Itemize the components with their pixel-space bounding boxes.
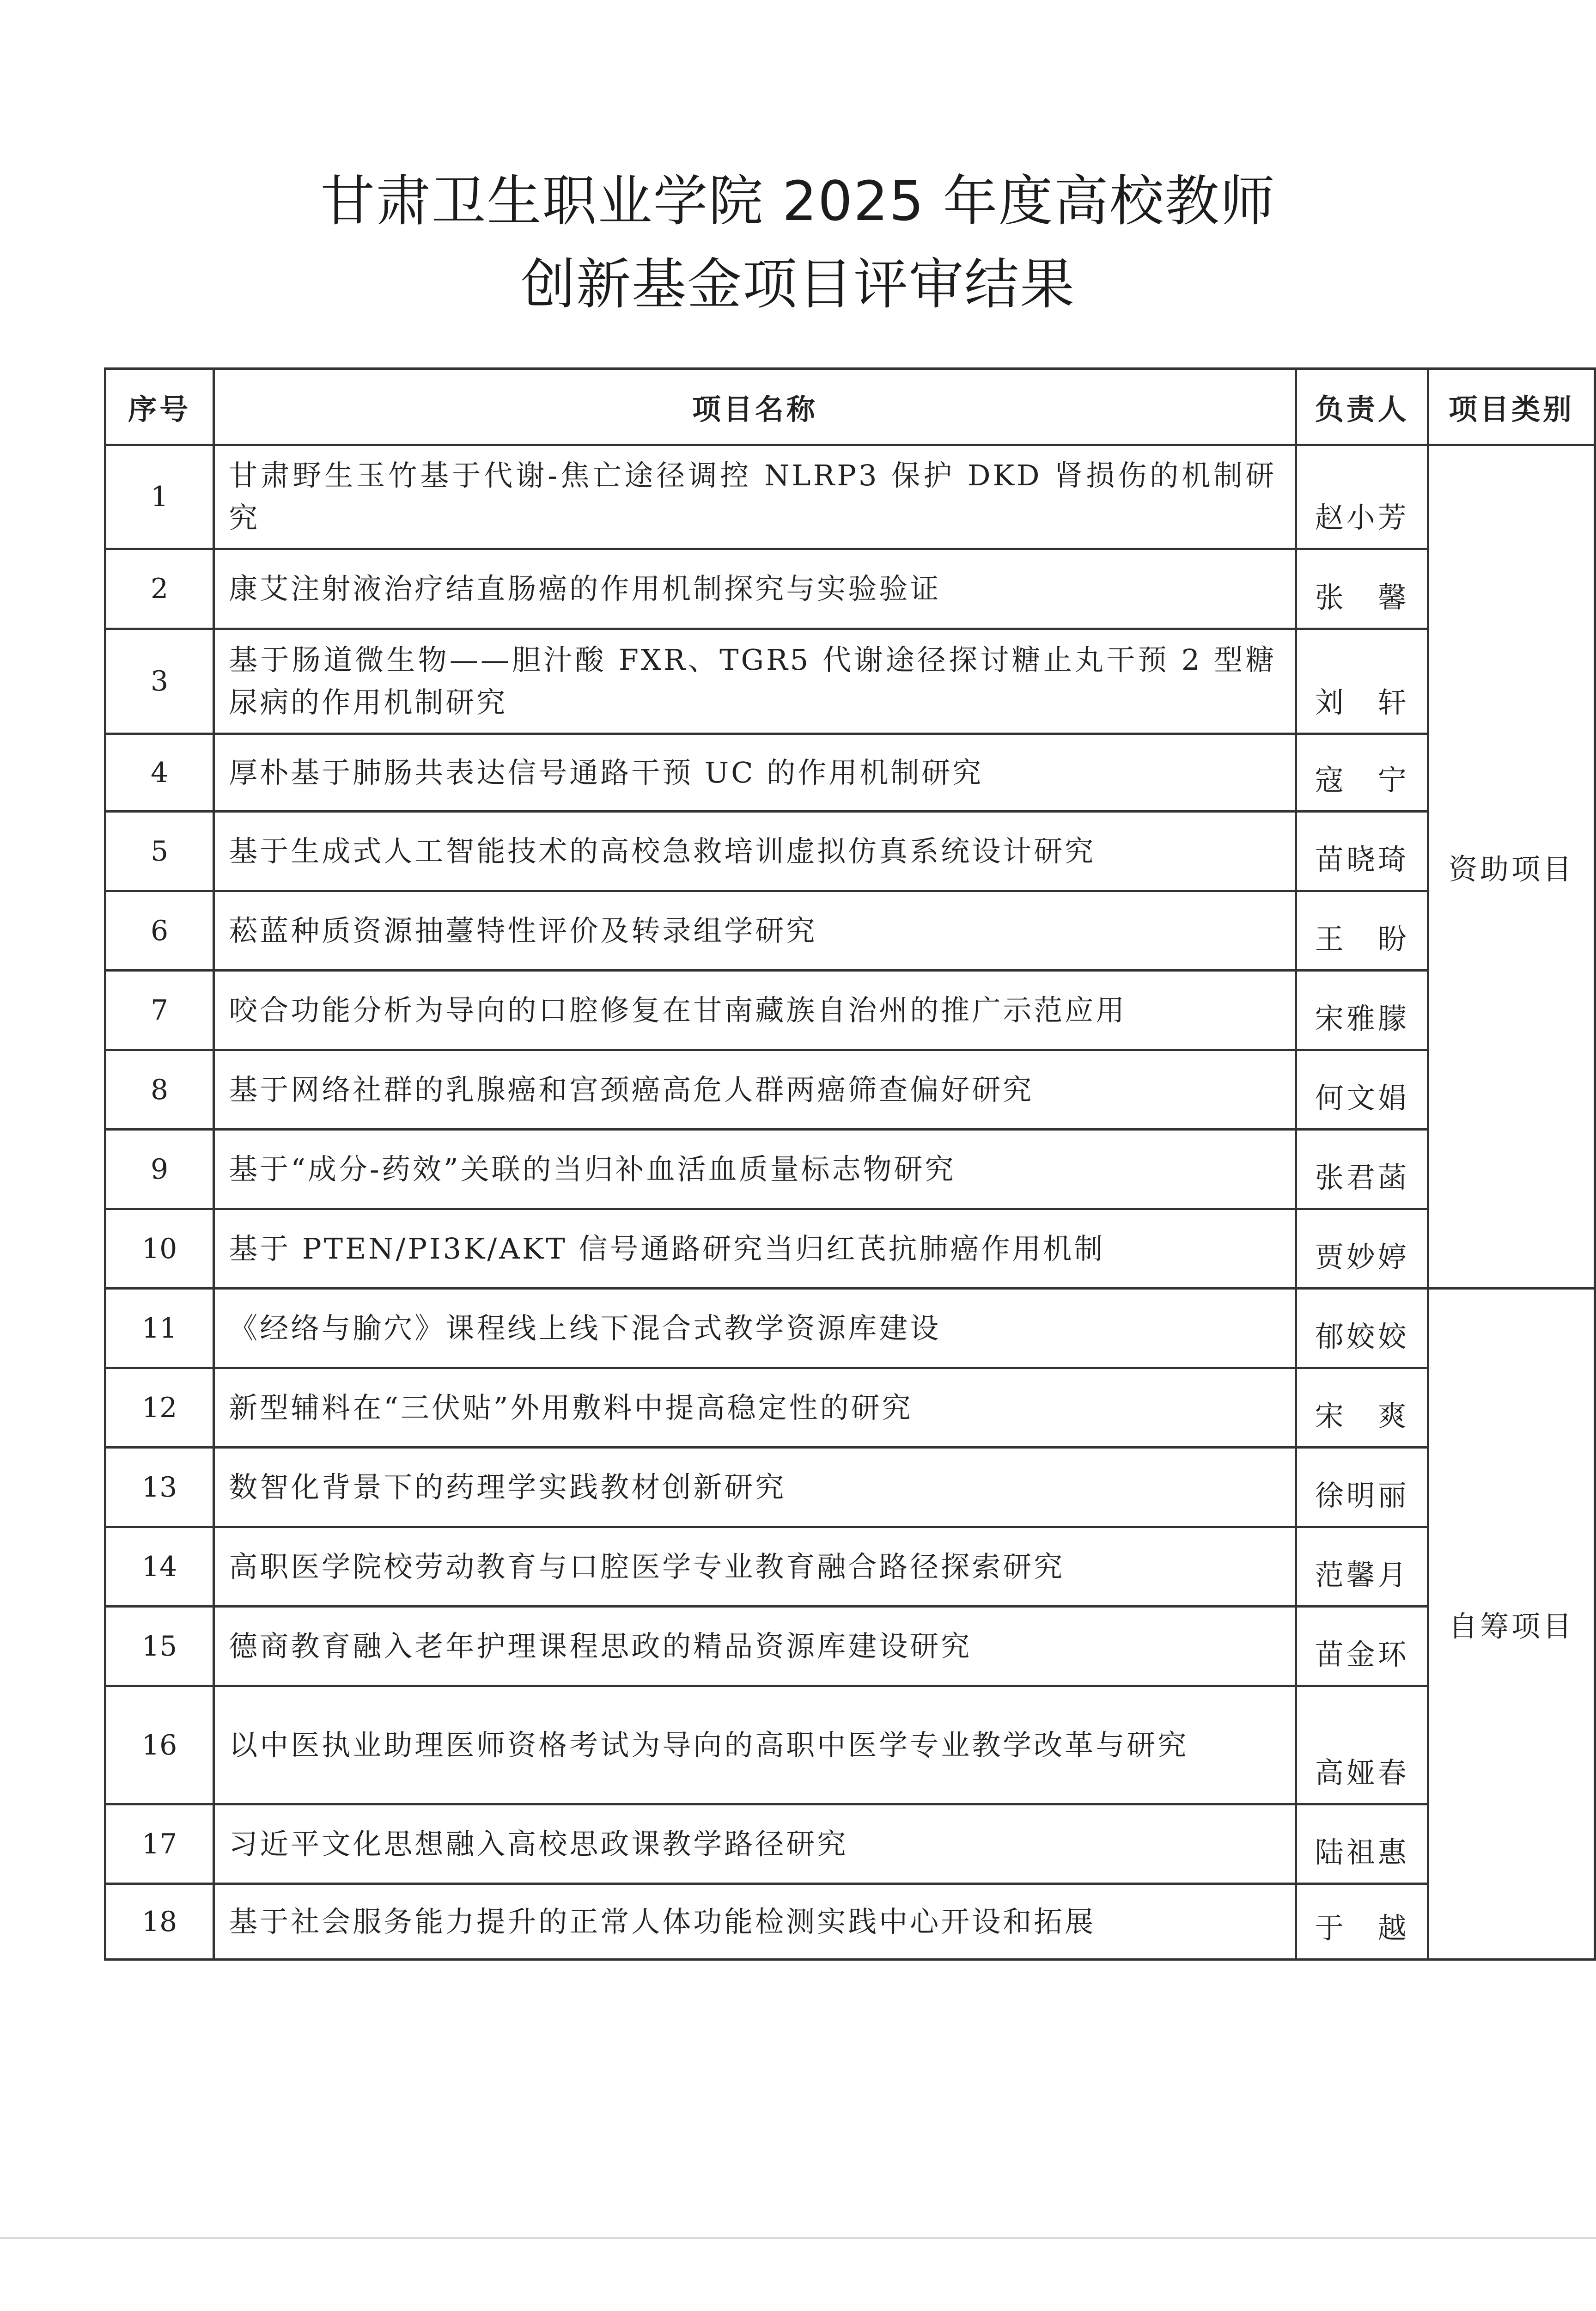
table-row [105,1289,1595,1368]
row-no: 10 [105,1209,214,1289]
row-project-name: 基于肠道微生物——胆汁酸 FXR、TGR5 代谢途径探讨糖止丸干预 2 型糖尿病的作用机制研究 [214,629,1296,734]
row-leader: 苗金环 [1296,1607,1428,1686]
row-project-name: 菘蓝种质资源抽薹特性评价及转录组学研究 [214,891,1296,971]
document-title-line-1: 甘肃卫生职业学院 2025 年度高校教师 [320,169,1276,233]
row-leader: 宋 爽 [1296,1368,1428,1448]
row-leader: 宋雅朦 [1296,971,1428,1050]
row-project-name: 德商教育融入老年护理课程思政的精品资源库建设研究 [214,1607,1296,1686]
table-row [105,1448,1595,1527]
table-row [105,1209,1595,1289]
table-header-row [105,369,1595,445]
table-row [105,1527,1595,1607]
document-title-line-2: 创新基金项目评审结果 [520,252,1075,316]
table-row [105,734,1595,812]
row-project-name: 数智化背景下的药理学实践教材创新研究 [214,1448,1296,1527]
row-leader: 张 馨 [1296,549,1428,629]
row-leader: 高娅春 [1296,1686,1428,1804]
row-project-name: 厚朴基于肺肠共表达信号通路干预 UC 的作用机制研究 [214,734,1296,812]
table-row [105,445,1595,549]
table-row [105,971,1595,1050]
header-no: 序号 [105,369,214,445]
row-no: 5 [105,812,214,891]
category-funded: 资助项目 [1428,445,1595,1289]
row-leader: 郁姣姣 [1296,1289,1428,1368]
row-project-name: 以中医执业助理医师资格考试为导向的高职中医学专业教学改革与研究 [214,1686,1296,1804]
row-leader: 徐明丽 [1296,1448,1428,1527]
row-project-name: 习近平文化思想融入高校思政课教学路径研究 [214,1804,1296,1884]
row-no: 1 [105,445,214,549]
table-row [105,1686,1595,1804]
row-project-name: 基于生成式人工智能技术的高校急救培训虚拟仿真系统设计研究 [214,812,1296,891]
header-leader: 负责人 [1296,369,1428,445]
row-project-name: 基于社会服务能力提升的正常人体功能检测实践中心开设和拓展 [214,1884,1296,1960]
table-row [105,1050,1595,1130]
row-no: 18 [105,1884,214,1960]
row-project-name: 基于网络社群的乳腺癌和宫颈癌高危人群两癌筛查偏好研究 [214,1050,1296,1130]
header-category: 项目类别 [1428,369,1595,445]
row-leader: 赵小芳 [1296,445,1428,549]
row-project-name: 基于“成分-药效”关联的当归补血活血质量标志物研究 [214,1130,1296,1209]
row-project-name: 基于 PTEN/PI3K/AKT 信号通路研究当归红芪抗肺癌作用机制 [214,1209,1296,1289]
row-project-name: 康艾注射液治疗结直肠癌的作用机制探究与实验验证 [214,549,1296,629]
row-leader: 张君菡 [1296,1130,1428,1209]
row-no: 12 [105,1368,214,1448]
table-row [105,1130,1595,1209]
table-row [105,1804,1595,1884]
row-leader: 刘 轩 [1296,629,1428,734]
row-leader: 寇 宁 [1296,734,1428,812]
row-leader: 于 越 [1296,1884,1428,1960]
table-row [105,1884,1595,1960]
row-no: 14 [105,1527,214,1607]
header-project-name: 项目名称 [214,369,1296,445]
row-project-name: 高职医学院校劳动教育与口腔医学专业教育融合路径探索研究 [214,1527,1296,1607]
row-no: 13 [105,1448,214,1527]
row-leader: 范馨月 [1296,1527,1428,1607]
row-leader: 苗晓琦 [1296,812,1428,891]
table-row [105,549,1595,629]
table-row [105,812,1595,891]
row-leader: 何文娟 [1296,1050,1428,1130]
row-no: 8 [105,1050,214,1130]
table-row [105,891,1595,971]
row-project-name: 《经络与腧穴》课程线上线下混合式教学资源库建设 [214,1289,1296,1368]
row-no: 11 [105,1289,214,1368]
page-divider [0,2237,1596,2239]
row-project-name: 新型辅料在“三伏贴”外用敷料中提高稳定性的研究 [214,1368,1296,1448]
row-no: 17 [105,1804,214,1884]
results-table [104,367,1596,1961]
row-no: 16 [105,1686,214,1804]
row-project-name: 咬合功能分析为导向的口腔修复在甘南藏族自治州的推广示范应用 [214,971,1296,1050]
row-no: 2 [105,549,214,629]
table-row [105,1368,1595,1448]
category-self-funded: 自筹项目 [1428,1289,1595,1960]
row-no: 6 [105,891,214,971]
row-no: 4 [105,734,214,812]
row-leader: 贾妙婷 [1296,1209,1428,1289]
row-leader: 陆祖惠 [1296,1804,1428,1884]
row-no: 15 [105,1607,214,1686]
row-no: 3 [105,629,214,734]
row-no: 7 [105,971,214,1050]
table-row [105,1607,1595,1686]
table-row [105,629,1595,734]
row-no: 9 [105,1130,214,1209]
row-leader: 王 盼 [1296,891,1428,971]
row-project-name: 甘肃野生玉竹基于代谢-焦亡途径调控 NLRP3 保护 DKD 肾损伤的机制研究 [214,445,1296,549]
